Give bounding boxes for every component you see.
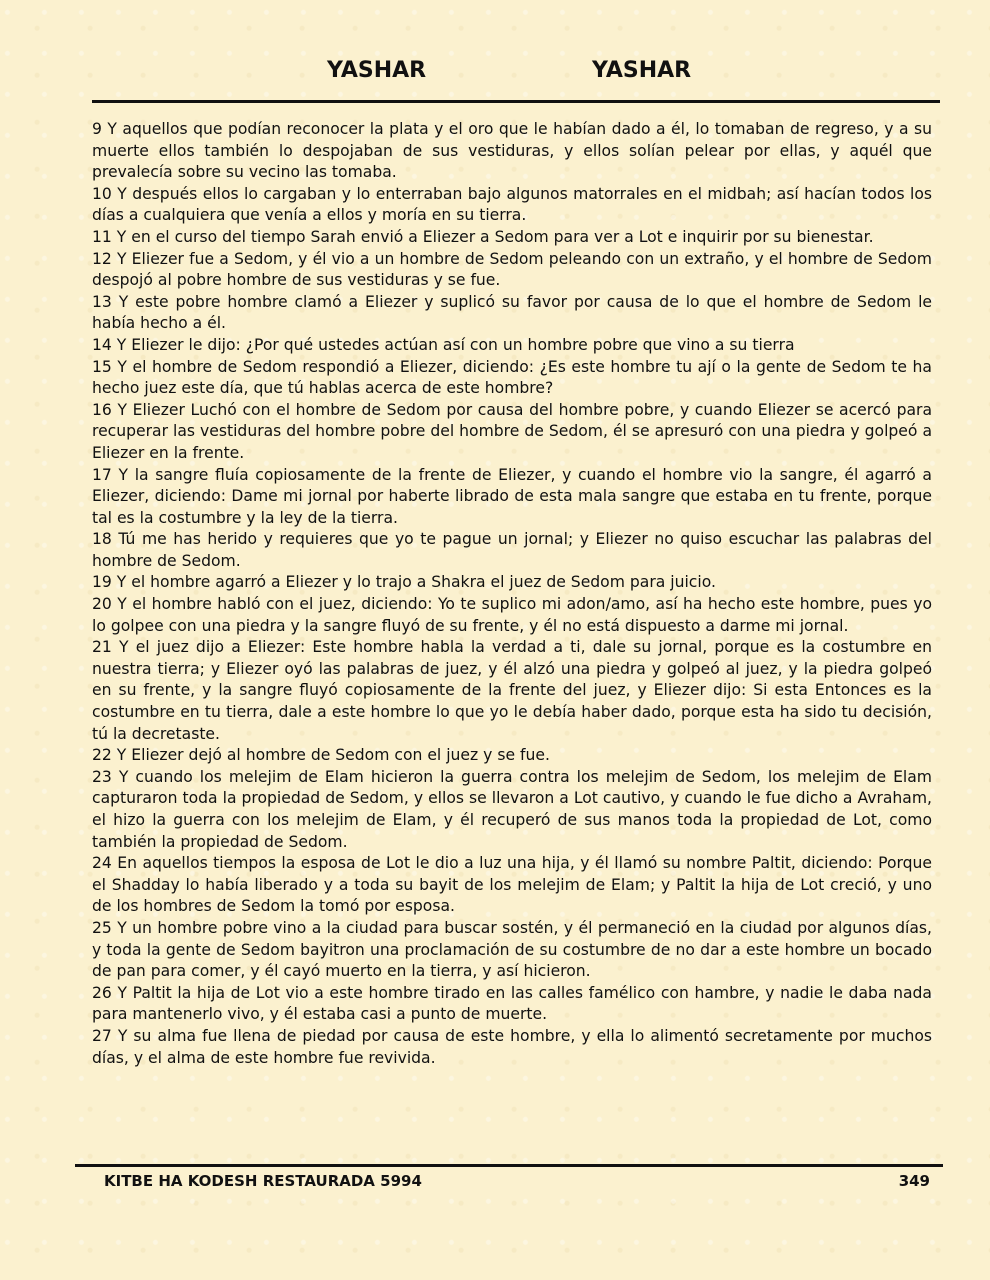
verse-14: 14 Y Eliezer le dijo: ¿Por qué ustedes actúan así con un hombre pobre que vino a su tierra (92, 335, 795, 354)
page-header (92, 58, 940, 88)
verse-25: 25 Y un hombre pobre vino a la ciudad para buscar sostén, y él permaneció en la ciudad por algunos días, y toda la gente de Sedom bayitron una proclamación de su costumbre de no dar a este hombre un bocado de pan para comer, y él cayó muerto en la tierra, y así hicieron. (92, 918, 932, 981)
verse-10: 10 Y después ellos lo cargaban y lo enterraban bajo algunos matorrales en el midbah; así hacían todos los días a cualquiera que venía a ellos y moría en su tierra. (92, 184, 932, 225)
verse-12: 12 Y Eliezer fue a Sedom, y él vio a un hombre de Sedom peleando con un extraño, y el hombre de Sedom despojó al pobre hombre de sus vestiduras y se fue. (92, 249, 932, 290)
header-title-left: YASHAR (327, 58, 427, 83)
verse-19: 19 Y el hombre agarró a Eliezer y lo trajo a Shakra el juez de Sedom para juicio. (92, 573, 716, 592)
page-footer (104, 1172, 930, 1194)
verse-27: 27 Y su alma fue llena de piedad por causa de este hombre, y ella lo alimentó secretamente por muchos días, y el alma de este hombre fue revivida. (92, 1026, 932, 1067)
verse-13: 13 Y este pobre hombre clamó a Eliezer y suplicó su favor por causa de lo que el hombre de Sedom le había hecho a él. (92, 292, 932, 333)
footer-book-title: KITBE HA KODESH RESTAURADA 5994 (104, 1172, 422, 1190)
verse-22: 22 Y Eliezer dejó al hombre de Sedom con el juez y se fue. (92, 746, 550, 765)
verse-18: 18 Tú me has herido y requieres que yo te pague un jornal; y Eliezer no quiso escuchar las palabras del hombre de Sedom. (92, 530, 932, 570)
header-divider (92, 100, 940, 103)
verse-11: 11 Y en el curso del tiempo Sarah envió a Eliezer a Sedom para ver a Lot e inquirir por su bienestar. (92, 227, 874, 246)
verse-9: 9 Y aquellos que podían reconocer la plata y el oro que le habían dado a él, lo tomaban de regreso, y a su muerte ellos también lo despojaban de sus vestiduras, y ellos solían pelear por ellas, y aquél que prevalecía sobre su vecino las tomaba. (92, 120, 932, 182)
verse-text-block (92, 119, 932, 1069)
verse-23: 23 Y cuando los melejim de Elam hicieron la guerra contra los melejim de Sedom, los melejim de Elam capturaron toda la propiedad de Sedom, y ellos se llevaron a Lot cautivo, y cuando le fue dicho a Avraham, el hizo la guerra con los melejim de Elam, y él recuperó de sus manos toda la propiedad de Lot, como también la propiedad de Sedom. (92, 767, 932, 851)
footer-divider (75, 1164, 943, 1167)
verse-16: 16 Y Eliezer Luchó con el hombre de Sedom por causa del hombre pobre, y cuando Eliezer se acercó para recuperar las vestiduras del hombre pobre del hombre de Sedom, él se apresuró con una piedra y golpeó a Eliezer en la frente. (92, 400, 932, 462)
verse-15: 15 Y el hombre de Sedom respondió a Eliezer, diciendo: ¿Es este hombre tu ají o la gente de Sedom te ha hecho juez este día, que tú hablas acerca de este hombre? (92, 357, 932, 398)
verse-26: 26 Y Paltit la hija de Lot vio a este hombre tirado en las calles famélico con hambre, y nadie le daba nada para mantenerlo vivo, y él estaba casi a punto de muerte. (92, 983, 932, 1024)
verse-20: 20 Y el hombre habló con el juez, diciendo: Yo te suplico mi adon/amo, así ha hecho este hombre, pues yo lo golpee con una piedra y la sangre fluyó de su frente, y él no está dispuesto a darme mi jornal. (92, 595, 932, 635)
verse-21: 21 Y el juez dijo a Eliezer: Este hombre habla la verdad a ti, dale su jornal, porque es la costumbre en nuestra tierra; y Eliezer oyó las palabras de juez, y él alzó una piedra y golpeó al juez, y la piedra golpeó en su frente, y la sangre fluyó copiosamente de la frente del juez, y Eliezer dijo: Si esta Entonces es la costumbre en tu tierra, dale a este hombre lo que yo le debía haber dado, porque esta ha sido tu decisión, tú la decretaste. (92, 638, 932, 743)
page-number: 349 (898, 1172, 930, 1190)
verse-17: 17 Y la sangre fluía copiosamente de la frente de Eliezer, y cuando el hombre vio la sangre, él agarró a Eliezer, diciendo: Dame mi jornal por haberte librado de esta mala sangre que estaba en tu frente, porque tal es la costumbre y la ley de la tierra. (92, 465, 932, 527)
verse-24: 24 En aquellos tiempos la esposa de Lot le dio a luz una hija, y él llamó su nombre Paltit, diciendo: Porque el Shadday lo había liberado y a toda su bayit de los melejim de Elam; y Paltit la hija de Lot creció, y uno de los hombres de Sedom la tomó por esposa. (92, 854, 932, 916)
header-title-right: YASHAR (592, 58, 692, 83)
